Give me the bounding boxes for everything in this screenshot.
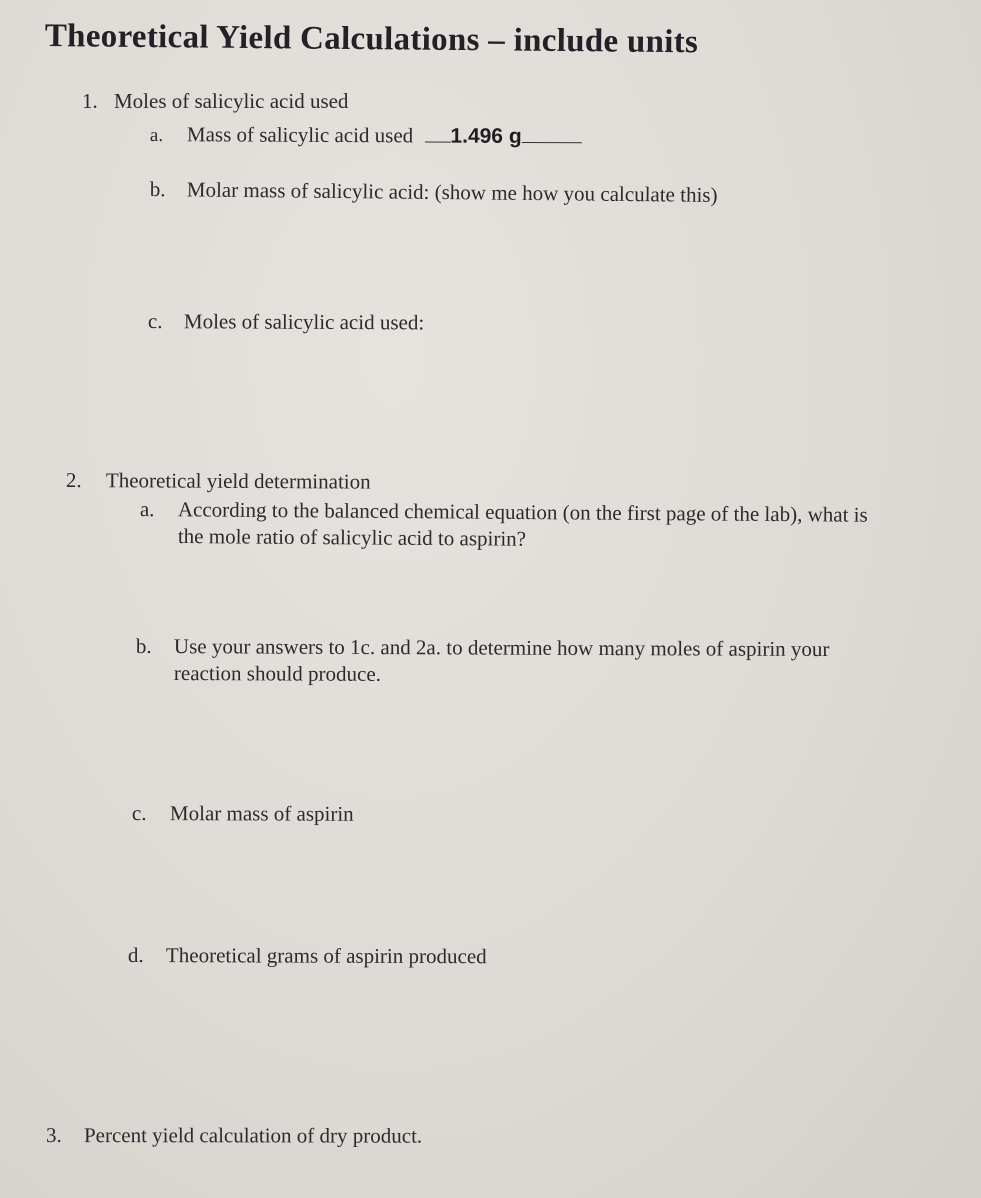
question-2c: [132, 801, 354, 827]
question-1b-text: Molar mass of salicylic acid: (show me how you calculate this): [186, 177, 718, 207]
question-1c: [148, 309, 424, 335]
question-1a-letter: a.: [149, 124, 164, 147]
question-1a-text: Mass of salicylic acid used: [186, 122, 414, 148]
question-2c-text: Molar mass of aspirin: [169, 801, 354, 826]
question-1-number: 1.: [82, 89, 98, 113]
question-2a: [140, 497, 868, 528]
question-3-number: 3.: [45, 1123, 62, 1148]
question-1c-letter: c.: [147, 309, 163, 334]
question-2b-line-2: reaction should produce.: [173, 661, 382, 686]
question-2c-letter: c.: [131, 801, 147, 826]
question-2b-continued: [174, 661, 381, 687]
question-2a-continued: [178, 524, 526, 552]
question-2d-text: Theoretical grams of aspirin produced: [165, 943, 487, 969]
question-2: [66, 468, 371, 495]
answer-blank-lead: [424, 141, 450, 142]
question-2b: [136, 634, 830, 662]
question-1b-letter: b.: [149, 177, 166, 202]
question-2a-line-1: According to the balanced chemical equation (on the first page of the lab), what is: [177, 497, 868, 527]
question-1: [82, 89, 348, 114]
question-1b: [150, 177, 718, 208]
worksheet-title: Theoretical Yield Calculations – include units: [44, 18, 699, 61]
question-1c-text: Moles of salicylic acid used:: [183, 309, 425, 335]
question-2-number: 2.: [65, 468, 82, 493]
question-2d-letter: d.: [127, 943, 144, 968]
question-2a-letter: a.: [139, 497, 155, 522]
question-2-text: Theoretical yield determination: [105, 468, 371, 494]
question-2a-line-2: the mole ratio of salicylic acid to aspirin?: [177, 524, 527, 551]
question-1-text: Moles of salicylic acid used: [114, 89, 349, 113]
salicylic-mass-answer: 1.496 g: [450, 124, 522, 148]
question-2d: [128, 943, 487, 969]
question-3-text: Percent yield calculation of dry product.: [83, 1123, 423, 1148]
question-1a: [150, 122, 582, 149]
question-3: [46, 1123, 422, 1149]
answer-blank-tail: [522, 142, 582, 143]
question-2b-letter: b.: [135, 634, 152, 659]
question-2b-line-1: Use your answers to 1c. and 2a. to determine how many moles of aspirin your: [173, 634, 830, 662]
